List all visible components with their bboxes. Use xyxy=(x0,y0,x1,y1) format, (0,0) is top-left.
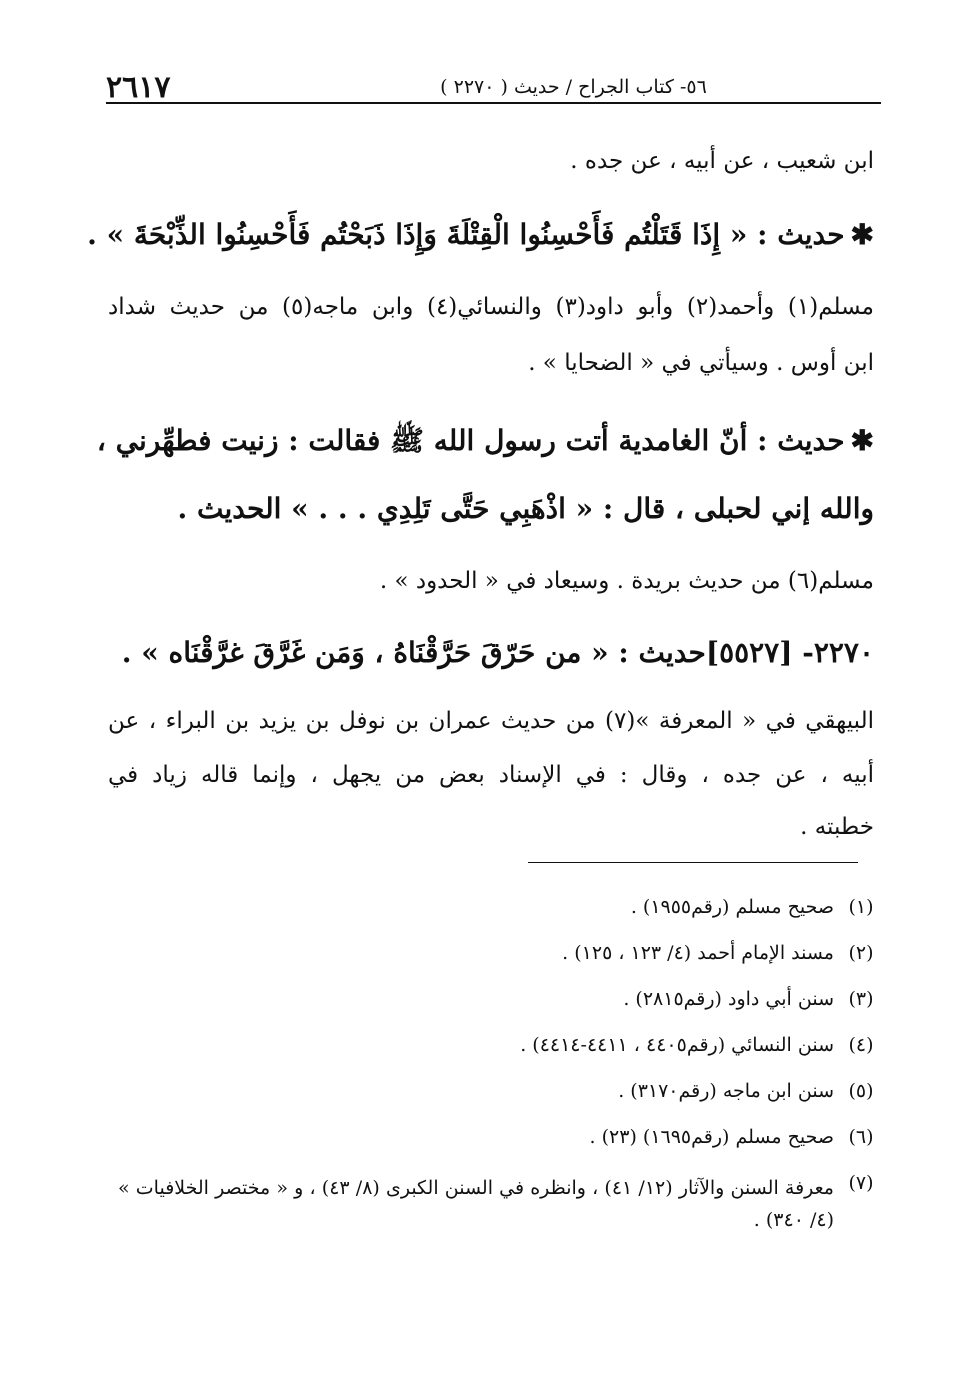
takhrij-1-line-2: ابن أوس . وسيأتي في « الضحايا » . xyxy=(528,350,874,376)
footnote-divider xyxy=(528,862,858,863)
footnote-item xyxy=(118,1126,878,1172)
hadith-2-line-2: والله إني لحبلى ، قال : « اذْهَبِي حَتَّى تَلِدِي . . . » الحديث . xyxy=(177,492,874,525)
asterisk-marker: ✱ xyxy=(850,218,874,251)
page-number: ٢٦١٧ xyxy=(106,70,171,105)
hadith-heading-1 xyxy=(87,218,874,251)
hadith-heading-3 xyxy=(108,636,874,669)
page-header xyxy=(106,64,881,104)
takhrij-3-line-2: أبيه ، عن جده ، وقال : في الإسناد بعض من يجهل ، وإنما قاله زياد في xyxy=(108,762,874,788)
asterisk-marker: ✱ xyxy=(850,424,874,457)
footnote-text: مسند الإمام أحمد (٤/ ١٢٣ ، ١٢٥) . xyxy=(562,942,834,964)
hadith-label: حديث : xyxy=(757,218,845,251)
footnote-number: (٤) xyxy=(848,1034,874,1056)
footnote-item xyxy=(118,942,878,988)
footnote-number: (٥) xyxy=(848,1080,874,1102)
footnote-text: سنن أبي داود (رقم٢٨١٥) . xyxy=(623,988,834,1010)
footnote-item xyxy=(118,1080,878,1126)
hadith-label: حديث : xyxy=(757,424,845,457)
footnote-number: (١) xyxy=(848,896,874,918)
footnote-item xyxy=(118,1034,878,1080)
takhrij-3-line-1: البيهقي في « المعرفة »(٧) من حديث عمران بن نوفل بن يزيد بن البراء ، عن xyxy=(108,708,874,734)
footnotes xyxy=(118,896,878,1246)
hadith-text: أنّ الغامدية أتت رسول الله ﷺ فقالت : زنيت فطهِّرني ، xyxy=(96,424,748,457)
footnote-item xyxy=(118,896,878,942)
takhrij-1-line-1: مسلم(١) وأحمد(٢) وأبو داود(٣) والنسائي(٤) وابن ماجه(٥) من حديث شداد xyxy=(108,294,874,320)
footnote-text: صحيح مسلم (رقم١٩٥٥) . xyxy=(630,896,834,918)
hadith-text: « من حَرّقَ حَرَّقْنَاهُ ، وَمَن غَرَّقَ غرَّقْنَاه » . xyxy=(121,636,609,669)
hadith-text: « إِذَا قَتَلْتُم فَأَحْسِنُوا الْقِتْلَةَ وَإِذَا ذَبَحْتُم فَأَحْسِنُوا الذِّبْحَةَ » . xyxy=(87,218,748,251)
footnote-item xyxy=(118,1172,878,1246)
hadith-heading-2 xyxy=(96,424,874,464)
header-divider xyxy=(106,102,881,104)
continuation-line: ابن شعيب ، عن أبيه ، عن جده . xyxy=(570,148,874,174)
footnote-text: معرفة السنن والآثار (١٢/ ٤١) ، وانظره في السنن الكبرى (٨/ ٤٣) ، و « مختصر الخلافيات » (٤/ ٣٤٠) . xyxy=(118,1177,834,1231)
footnote-number: (٦) xyxy=(848,1126,874,1148)
takhrij-3-line-3: خطبته . xyxy=(800,814,874,840)
footnote-text: صحيح مسلم (رقم١٦٩٥) (٢٣) . xyxy=(589,1126,834,1148)
running-title: ٥٦- كتاب الجراح / حديث ( ٢٢٧٠ ) xyxy=(440,76,707,98)
footnote-text: سنن النسائي (رقم٤٤٠٥ ، ٤٤١١-٤٤١٤) . xyxy=(520,1034,834,1056)
hadith-number: ٢٢٧٠- [٥٥٢٧] xyxy=(705,636,874,669)
takhrij-2: مسلم(٦) من حديث بريدة . وسيعاد في « الحدود » . xyxy=(379,568,874,594)
footnote-text: سنن ابن ماجه (رقم٣١٧٠) . xyxy=(618,1080,834,1102)
footnote-number: (٧) xyxy=(848,1172,874,1194)
footnote-number: (٣) xyxy=(848,988,874,1010)
footnote-number: (٢) xyxy=(848,942,874,964)
footnote-item xyxy=(118,988,878,1034)
hadith-label: حديث : xyxy=(618,636,706,669)
